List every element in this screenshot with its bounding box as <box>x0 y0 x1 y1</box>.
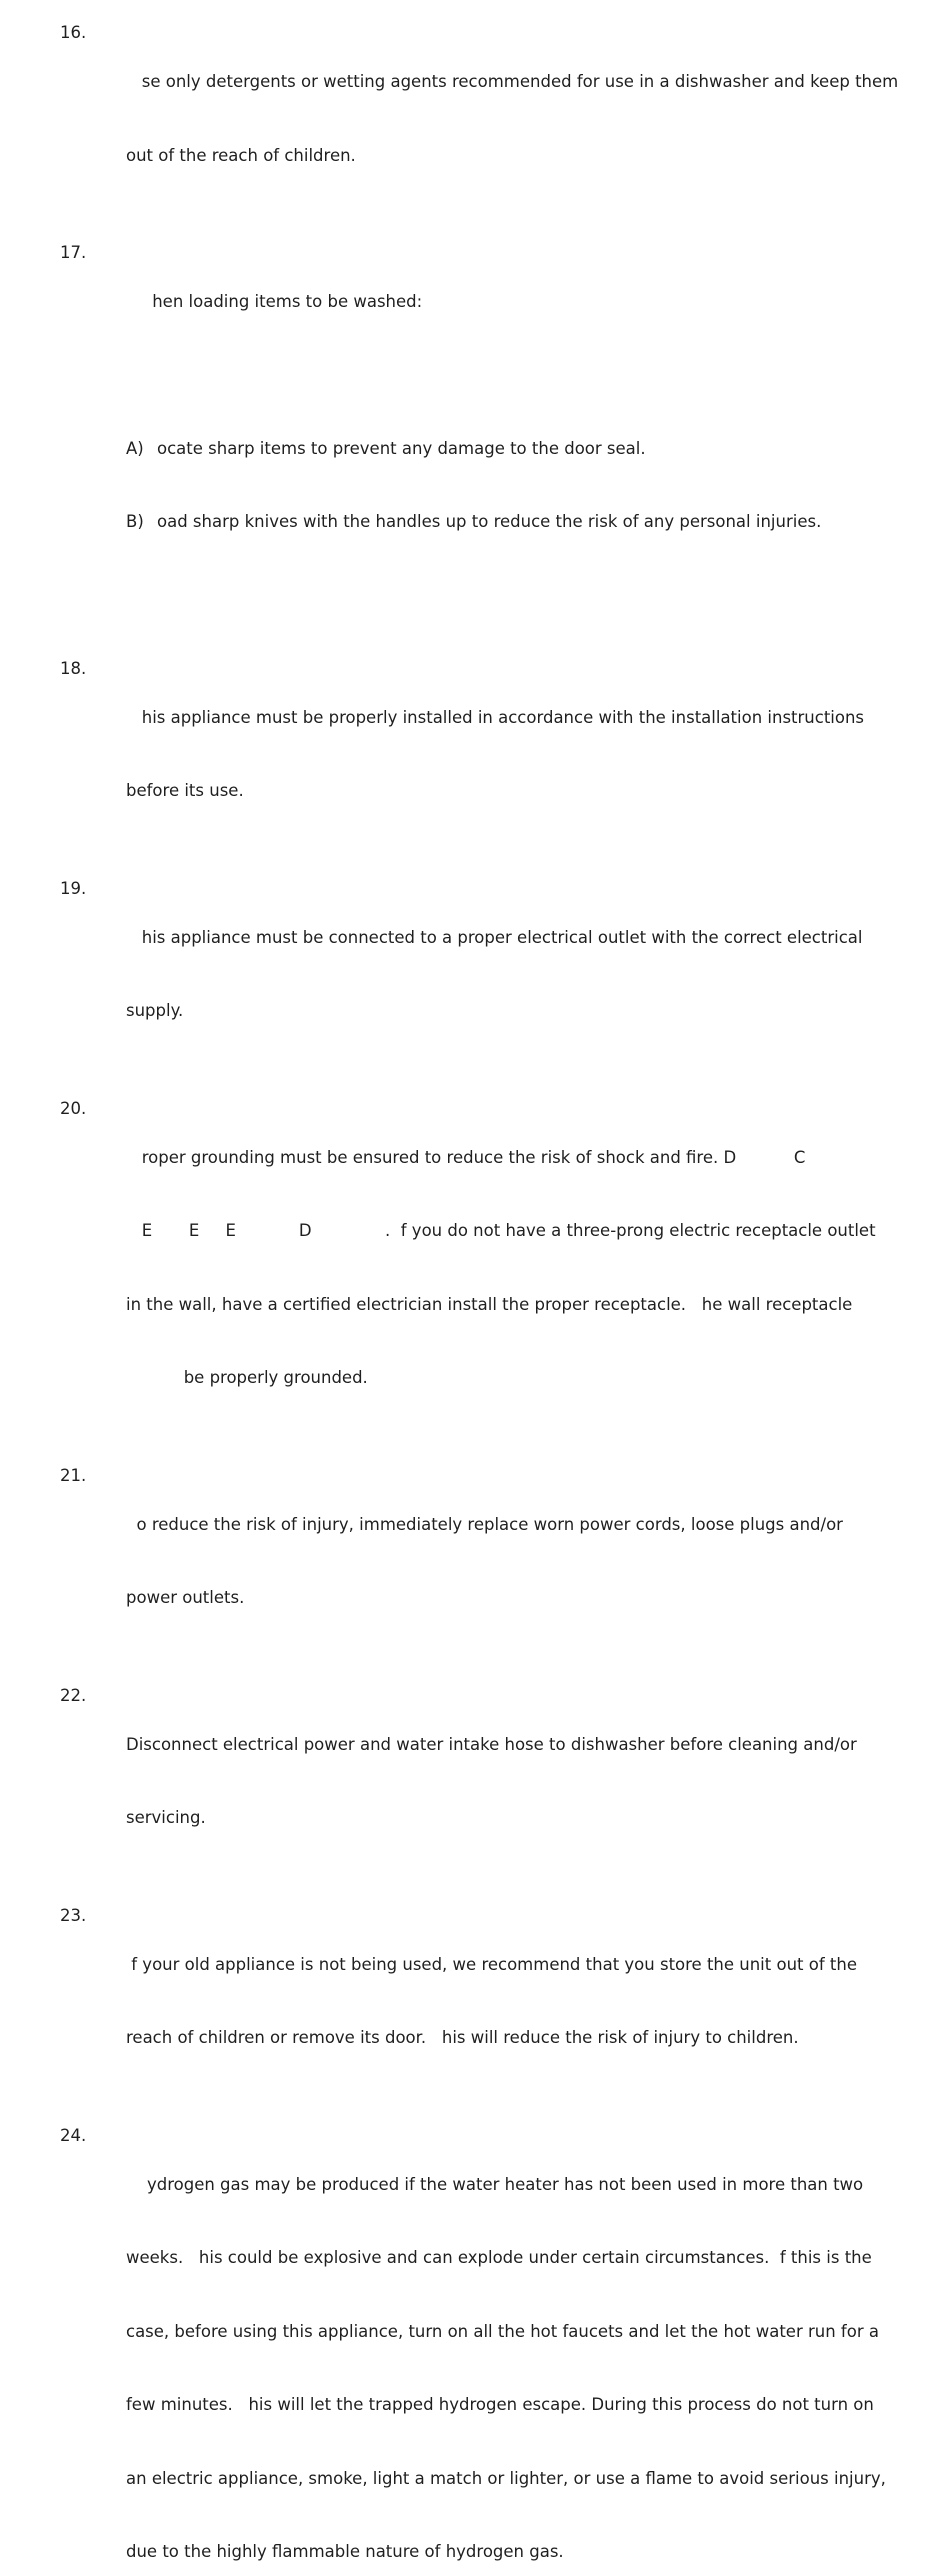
sub-item-text: ocate sharp items to prevent any damage to the door seal. <box>157 437 646 462</box>
item-number: 22. <box>0 1684 126 1880</box>
item-text <box>126 877 896 1073</box>
list-item-21 <box>0 1464 950 1660</box>
item-number: 19. <box>0 877 126 1073</box>
text-line: case, before using this appliance, turn on all the hot faucets and let the hot water run for a <box>126 2320 896 2345</box>
text-line: in the wall, have a certified electrician install the proper receptacle. he wall receptacle <box>126 1293 896 1318</box>
item-number: 21. <box>0 1464 126 1660</box>
text-line: his appliance must be properly installed in accordance with the installation instructions <box>126 706 896 731</box>
item-text <box>126 657 896 853</box>
text-line: Disconnect electrical power and water intake hose to dishwasher before cleaning and/or <box>126 1733 896 1758</box>
list-item-17 <box>0 241 950 633</box>
list-item-20 <box>0 1097 950 1440</box>
list-item-19 <box>0 877 950 1073</box>
item-number: 24. <box>0 2124 126 2568</box>
sub-item-text: oad sharp knives with the handles up to reduce the risk of any personal injuries. <box>157 510 821 535</box>
sub-item-label: A) <box>126 437 157 462</box>
text-line: due to the highly flammable nature of hydrogen gas. <box>126 2540 896 2565</box>
text-line: o reduce the risk of injury, immediately replace worn power cords, loose plugs and/or <box>126 1513 896 1538</box>
item-text <box>126 1684 896 1880</box>
text-line: roper grounding must be ensured to reduce the risk of shock and fire. D C <box>126 1146 896 1171</box>
text-line: be properly grounded. <box>126 1366 896 1391</box>
text-line: ydrogen gas may be produced if the water heater has not been used in more than two <box>126 2173 896 2198</box>
text-line: few minutes. his will let the trapped hydrogen escape. During this process do not turn on <box>126 2393 896 2418</box>
list-item-18 <box>0 657 950 853</box>
item-number: 23. <box>0 1904 126 2100</box>
text-line: an electric appliance, smoke, light a match or lighter, or use a flame to avoid serious injury, <box>126 2467 896 2492</box>
text-line: f your old appliance is not being used, we recommend that you store the unit out of the <box>126 1953 896 1978</box>
safety-instructions-list <box>0 21 950 2568</box>
text-line: weeks. his could be explosive and can explode under certain circumstances. f this is the <box>126 2246 896 2271</box>
text-line: power outlets. <box>126 1586 896 1611</box>
list-item-24 <box>0 2124 950 2568</box>
item-text <box>126 241 896 633</box>
item-text <box>126 1904 896 2100</box>
text-line: supply. <box>126 999 896 1024</box>
list-item-16 <box>0 21 950 217</box>
item-text <box>126 2124 896 2568</box>
text-line: reach of children or remove its door. his will reduce the risk of injury to children. <box>126 2026 896 2051</box>
item-number: 20. <box>0 1097 126 1440</box>
sub-item-label: B) <box>126 510 157 535</box>
list-item-23 <box>0 1904 950 2100</box>
text-line: se only detergents or wetting agents recommended for use in a dishwasher and keep them <box>126 70 896 95</box>
item-text <box>126 21 896 217</box>
text-line: E E E D . f you do not have a three-prong electric receptacle outlet <box>126 1219 896 1244</box>
sub-list-item <box>126 437 896 462</box>
list-item-22 <box>0 1684 950 1880</box>
text-line: his appliance must be connected to a proper electrical outlet with the correct electrical <box>126 926 896 951</box>
item-text <box>126 1464 896 1660</box>
text-line: servicing. <box>126 1806 896 1831</box>
item-number: 17. <box>0 241 126 633</box>
item-number: 16. <box>0 21 126 217</box>
sub-list <box>126 388 896 584</box>
text-line: before its use. <box>126 779 896 804</box>
text-line: hen loading items to be washed: <box>126 290 896 315</box>
text-line: out of the reach of children. <box>126 144 896 169</box>
item-text <box>126 1097 896 1440</box>
sub-list-item <box>126 510 896 535</box>
item-number: 18. <box>0 657 126 853</box>
